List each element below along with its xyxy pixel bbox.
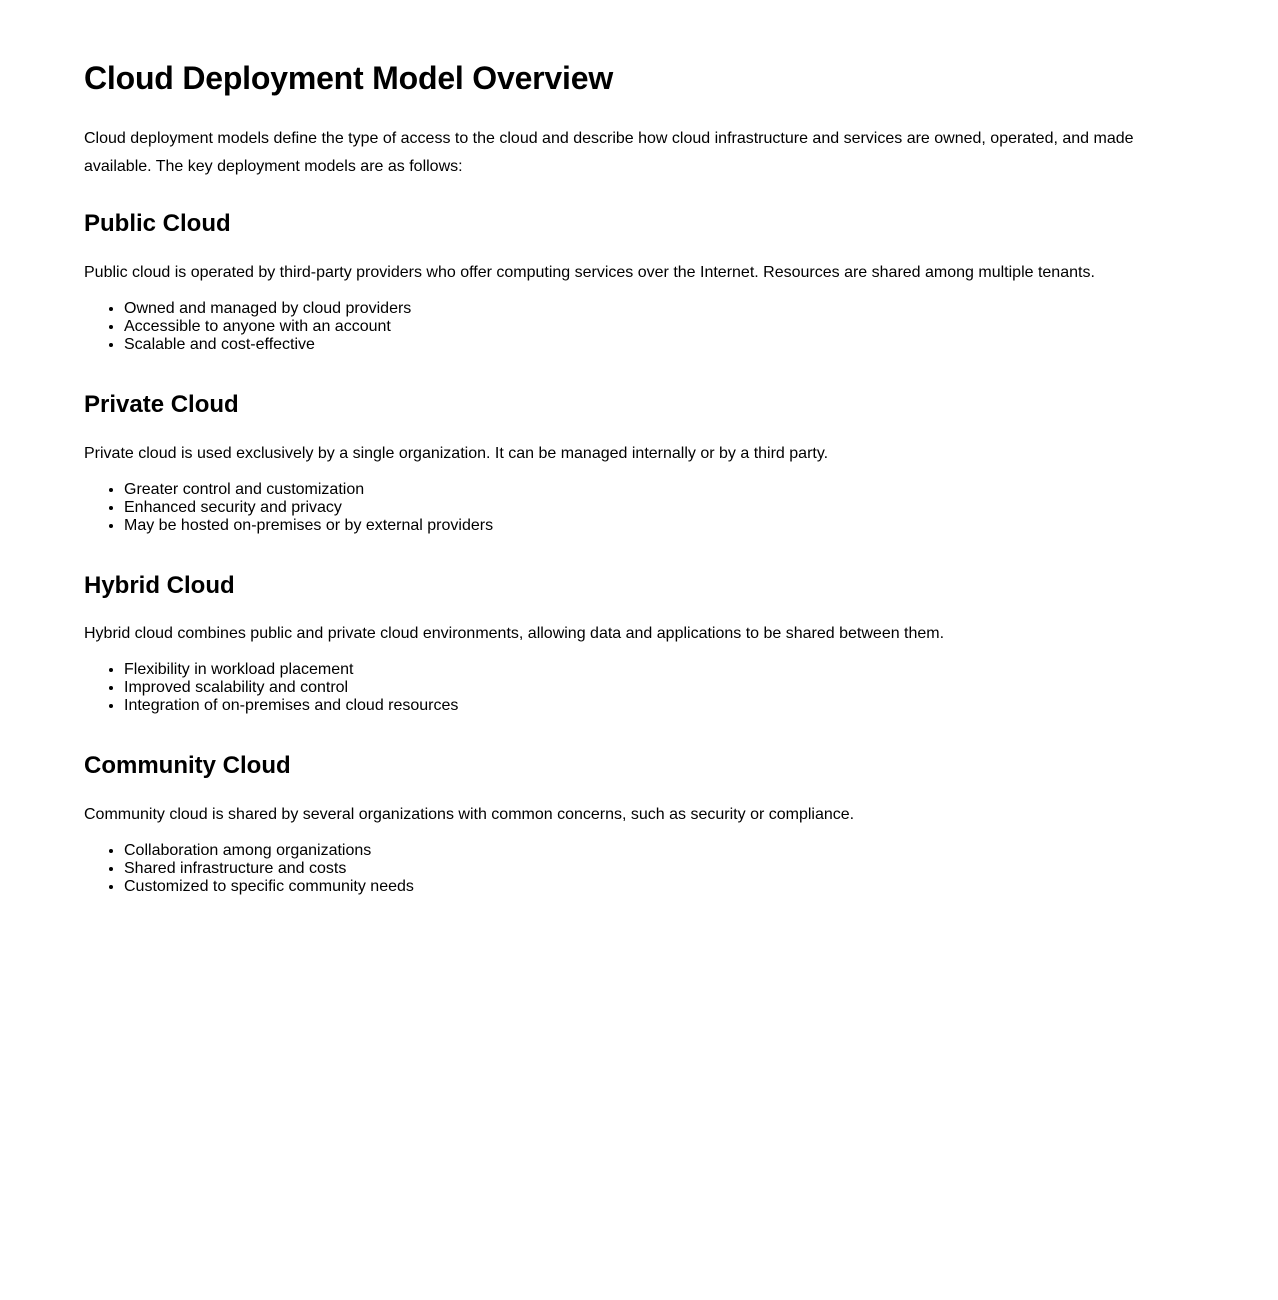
section-description-community-cloud: Community cloud is shared by several organizations with common concerns, such as security or compliance. (84, 806, 855, 824)
list-item: • Owned and managed by cloud providers (124, 300, 1194, 318)
section-description-public-cloud: Public cloud is operated by third-party providers who offer computing services over the Internet. Resources are shared among multiple tenants. (84, 263, 1095, 281)
intro-paragraph: Cloud deployment models define the type of access to the cloud and describe how cloud infrastructure and services are owned, operated, and made available. The key deployment models are as follows: (84, 129, 1134, 175)
section-heading-hybrid-cloud: Hybrid Cloud (84, 571, 235, 599)
list-item: • Integration of on-premises and cloud resources (124, 697, 1194, 715)
section-public-cloud (84, 211, 1194, 354)
list-item: • Greater control and customization (124, 481, 1194, 499)
list-item: • Improved scalability and control (124, 679, 1194, 697)
list-item: • Shared infrastructure and costs (124, 860, 1194, 878)
list-item: • Customized to specific community needs (124, 878, 1194, 896)
section-heading-private-cloud: Private Cloud (84, 390, 239, 418)
section-heading-public-cloud: Public Cloud (84, 209, 231, 237)
section-description-private-cloud: Private cloud is used exclusively by a single organization. It can be managed internally or by a third party. (84, 444, 829, 462)
bullet-list-public-cloud (84, 300, 1194, 354)
section-private-cloud (84, 392, 1194, 535)
list-item: • Collaboration among organizations (124, 842, 1194, 860)
section-heading-community-cloud: Community Cloud (84, 752, 291, 780)
list-item: • Accessible to anyone with an account (124, 318, 1194, 336)
section-community-cloud (84, 753, 1194, 896)
section-description-hybrid-cloud: Hybrid cloud combines public and private cloud environments, allowing data and applications to be shared between them. (84, 625, 945, 643)
bullet-list-private-cloud (84, 481, 1194, 535)
bullet-list-hybrid-cloud (84, 661, 1194, 715)
bullet-list-community-cloud (84, 842, 1194, 896)
list-item: • May be hosted on-premises or by external providers (124, 517, 1194, 535)
page-title: Cloud Deployment Model Overview (84, 60, 614, 96)
list-item: • Scalable and cost-effective (124, 336, 1194, 354)
list-item: • Enhanced security and privacy (124, 499, 1194, 517)
sections-container (84, 211, 1194, 897)
section-hybrid-cloud (84, 573, 1194, 716)
list-item: • Flexibility in workload placement (124, 661, 1194, 679)
